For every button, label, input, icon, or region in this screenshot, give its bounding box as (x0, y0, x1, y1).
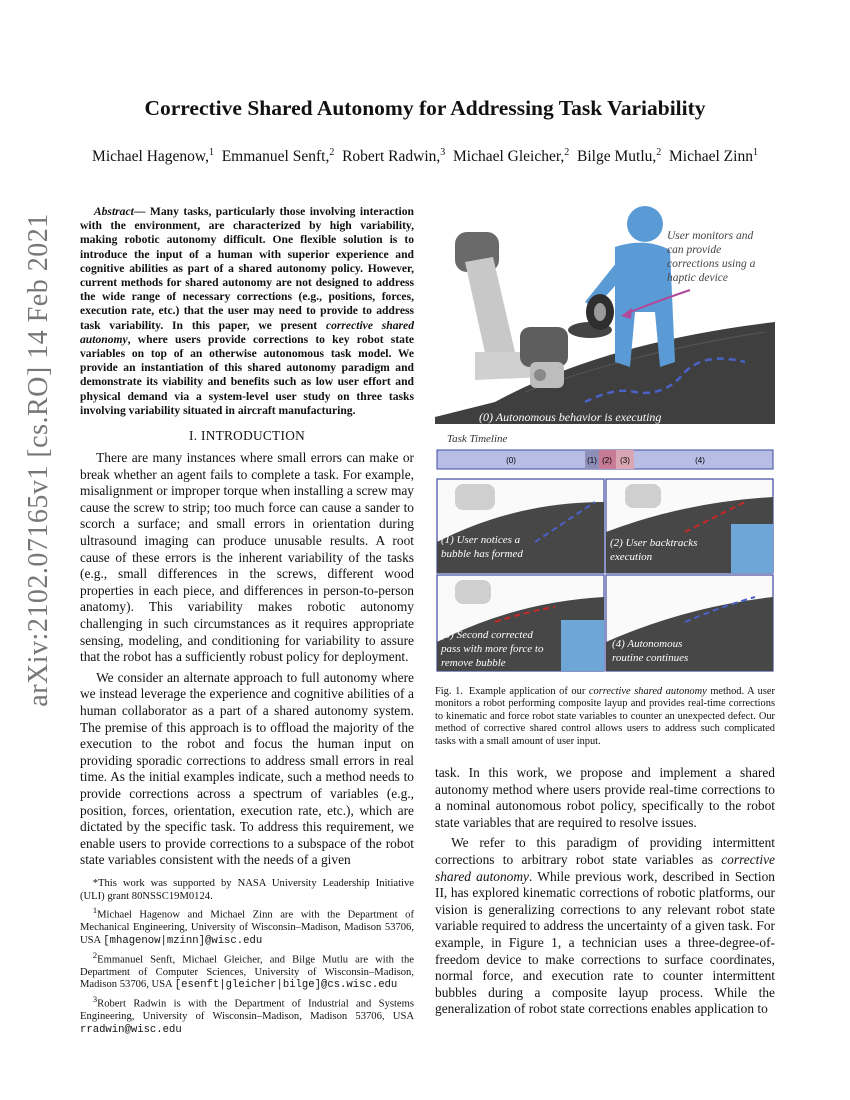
author: Bilge Mutlu,$^2$ (577, 147, 662, 166)
timeline-label: Task Timeline (447, 433, 508, 445)
footnote-funding: *This work was supported by NASA University Leadership Initiative (ULI) grant 80NSSC19M0124. (80, 878, 414, 902)
footnote-2: $^2$Emmanuel Senft, Michael Gleicher, and Bilge Mutlu are with the Department of Computer Sciences, University of Wisconsin–Madison, Madison 53706, USA [esenft|gleicher|bilge]@cs.wisc.edu (80, 949, 414, 992)
right-paragraph-1: task. In this work, we propose and implement a shared autonomy method where users provide real-time corrections to a nominal autonomous robot policy, specifically to the robot state variables that are required to resolve issues. (435, 765, 775, 830)
author: Michael Gleicher,$^2$ (453, 147, 570, 166)
intro-paragraph-2: We consider an alternate approach to full autonomy where we instead leverage the experience and cognitive abilities of a human collaborator as a part of a shared autonomy system. The premise of this approach is to offload the majority of the execution to the robot and focus the human input on providing sporadic corrections to address small errors in real time. As the initial examples indicate, such a method needs to provide corrections across a spectrum of variables (e.g., position, forces, orientation, execution rate, etc.), which are dictated by the specific task. To address this requirement, we enable users to provide corrections to a subspace of the robot state variables consistent with the needs of a given (80, 669, 414, 868)
panel-1-line-1: (1) User notices a (441, 534, 521, 546)
panel-3-line-1: (3) Second corrected (441, 629, 533, 641)
timeline-seg-1: (1) (587, 456, 597, 465)
author: Michael Hagenow,$^1$ (92, 147, 214, 166)
author-list (60, 147, 790, 166)
panel-2-line-2: execution (610, 551, 653, 563)
footnotes (80, 878, 414, 1037)
figure-1 (435, 202, 775, 677)
timeline-seg-3: (3) (620, 456, 630, 465)
left-column (80, 205, 414, 873)
section-heading-introduction: I. INTRODUCTION (188, 428, 306, 444)
timeline-seg-2: (2) (602, 456, 612, 465)
arxiv-sidebar-stamp (22, 213, 56, 707)
panel-3-line-3: remove bubble (441, 657, 506, 669)
right-paragraph-2: We refer to this paradigm of providing intermittent corrections to arbitrary robot state variables as corrective shared autonomy. While previous work, described in Section II, has explored kinematic corrections of robotic platforms, our vision is generalizing corrections to any relevant robot state variable required to address the uncertainty of a given task. For example, in Figure 1, a technician uses a three-degree-of-freedom device to make corrections to surface coordinates, normal force, and execution rate to counter intermittent bubbles during a composite layup process. While the generalization of robot state corrections enables application to (435, 835, 775, 1017)
footnote-3: $^3$Robert Radwin is with the Department of Industrial and Systems Engineering, University of Wisconsin–Madison, Madison 53706, USA rradwin@wisc.edu (80, 993, 414, 1036)
footnote-1: $^1$Michael Hagenow and Michael Zinn are with the Department of Mechanical Engineering, University of Wisconsin–Madison, Madison 53706, USA [mhagenow|mzinn]@wisc.edu (80, 905, 414, 947)
panel-3 (437, 575, 604, 671)
main-scene (435, 202, 775, 424)
user-note-line-4: haptic device (667, 272, 728, 284)
user-note-line-1: User monitors and (667, 230, 754, 242)
task-timeline (437, 450, 773, 469)
figure-1-caption: Fig. 1. Example application of our corrective shared autonomy method. A user monitors a robot performing composite layup and provides real-time corrections to kinematic and force robot state variables to counter an unexpected defect. Our method of corrective shared control allows users to address such complicated tasks with a small amount of user input. (435, 686, 775, 747)
author: Robert Radwin,$^3$ (342, 147, 446, 166)
panel-4-line-2: routine continues (612, 652, 689, 664)
arxiv-id: arXiv:2102.07165v1 [cs.RO] 14 Feb 2021 (23, 213, 54, 707)
author: Michael Zinn$^1$ (669, 147, 758, 166)
timeline-seg-4: (4) (695, 456, 705, 465)
panel-4 (606, 575, 773, 671)
user-note-line-2: can provide (667, 244, 722, 256)
panel-3-line-2: pass with more force to (441, 643, 544, 655)
main-scene-label: (0) Autonomous behavior is executing (479, 410, 662, 424)
timeline-seg-0: (0) (506, 456, 516, 465)
panel-1-line-2: bubble has formed (441, 548, 523, 560)
abstract: Abstract— Many tasks, particularly those involving interaction with the environment, are characterized by high variability, making robotic autonomy difficult. One flexible solution is to introduce the input of a human with superior experience and cognitive abilities as part of a shared autonomy policy. However, current methods for shared autonomy are not designed to address the wide range of necessary corrections (e.g., positions, forces, execution rate, etc.) that the user may need to provide to address task variability. In this paper, we present corrective shared autonomy, where users provide corrections to key robot state variables on top of an otherwise autonomous task model. We provide an instantiation of this shared autonomy paradigm and demonstrate its viability and benefits such as low user effort and physical demand via a system-level user study on three tasks involving variability situated in aircraft manufacturing. (80, 205, 414, 417)
intro-paragraph-1: There are many instances where small errors can make or break whether an agent fails to complete a task. For example, misalignment or improper torque when installing a screw may cause the screw to strip; too much force can cause a sander to scorch a surface; and small errors in orientation during ultrasound imaging can produce unusable results. A root cause of these errors is the inherent variability of the tasks (e.g., small differences in the screws, different wood properties in each piece, and differences in person-to-person anatomy). This variability makes robotic autonomy challenging in such circumstances as it requires appropriate sensing, modeling, and conditioning for variability to assure that the robot has a sufficiently robust policy for deployment. (80, 450, 414, 665)
panel-4-line-1: (4) Autonomous (612, 638, 683, 650)
panel-1 (437, 479, 604, 573)
panel-2-line-1: (2) User backtracks (610, 537, 698, 549)
user-note-line-3: corrections using a (667, 258, 756, 270)
author: Emmanuel Senft,$^2$ (221, 147, 335, 166)
panel-2 (606, 479, 773, 573)
right-column (435, 765, 775, 1022)
paper-title: Corrective Shared Autonomy for Addressing Task Variability (144, 96, 706, 120)
